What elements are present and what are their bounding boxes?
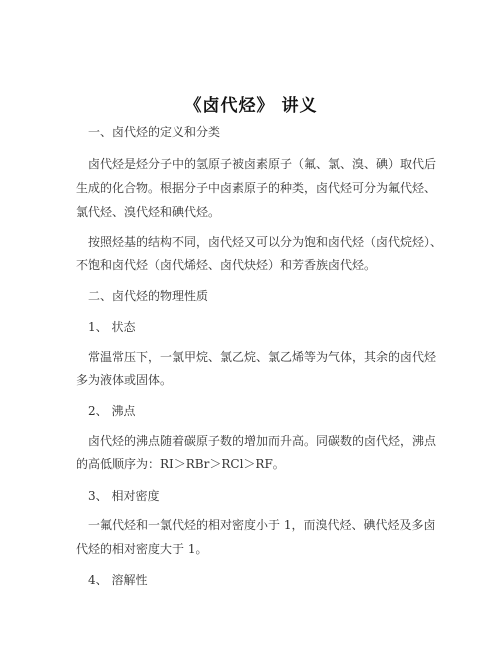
document-title: 《卤代烃》 讲义	[184, 96, 318, 116]
paragraph-line: 按照烃基的结构不同，卤代烃又可以分为饱和卤代烃（卤代烷烃）、	[88, 235, 443, 249]
paragraph-line: 生成的化合物。根据分子中卤素原子的种类，卤代烃可分为氟代烃、	[76, 181, 437, 195]
paragraph-line: 一氟代烃和一氯代烃的相对密度小于 1，而溴代烃、碘代烃及多卤	[88, 518, 436, 532]
section-heading-definition: 一、卤代烃的定义和分类	[88, 125, 221, 139]
subheading-boiling-point: 2、 沸点	[88, 404, 136, 418]
subheading-state: 1、 状态	[88, 320, 136, 334]
paragraph-line: 卤代烃的沸点随着碳原子数的增加而升高。同碳数的卤代烃，沸点	[88, 434, 437, 448]
paragraph-line: 氯代烃、溴代烃和碘代烃。	[76, 205, 221, 219]
paragraph-line: 的高低顺序为：RI＞RBr＞RCl＞RF。	[76, 457, 285, 471]
subheading-relative-density: 3、 相对密度	[88, 489, 160, 503]
paragraph-line: 多为液体或固体。	[76, 373, 173, 387]
subheading-solubility: 4、 溶解性	[88, 573, 148, 587]
paragraph-line: 代烃的相对密度大于 1。	[76, 542, 208, 556]
section-heading-physical-properties: 二、卤代烃的物理性质	[88, 289, 209, 303]
paragraph-line: 卤代烃是烃分子中的氢原子被卤素原子（氟、氯、溴、碘）取代后	[88, 157, 437, 171]
paragraph-line: 常温常压下，一氯甲烷、氯乙烷、氯乙烯等为气体，其余的卤代烃	[88, 350, 437, 364]
paragraph-line: 不饱和卤代烃（卤代烯烃、卤代炔烃）和芳香族卤代烃。	[76, 258, 377, 272]
